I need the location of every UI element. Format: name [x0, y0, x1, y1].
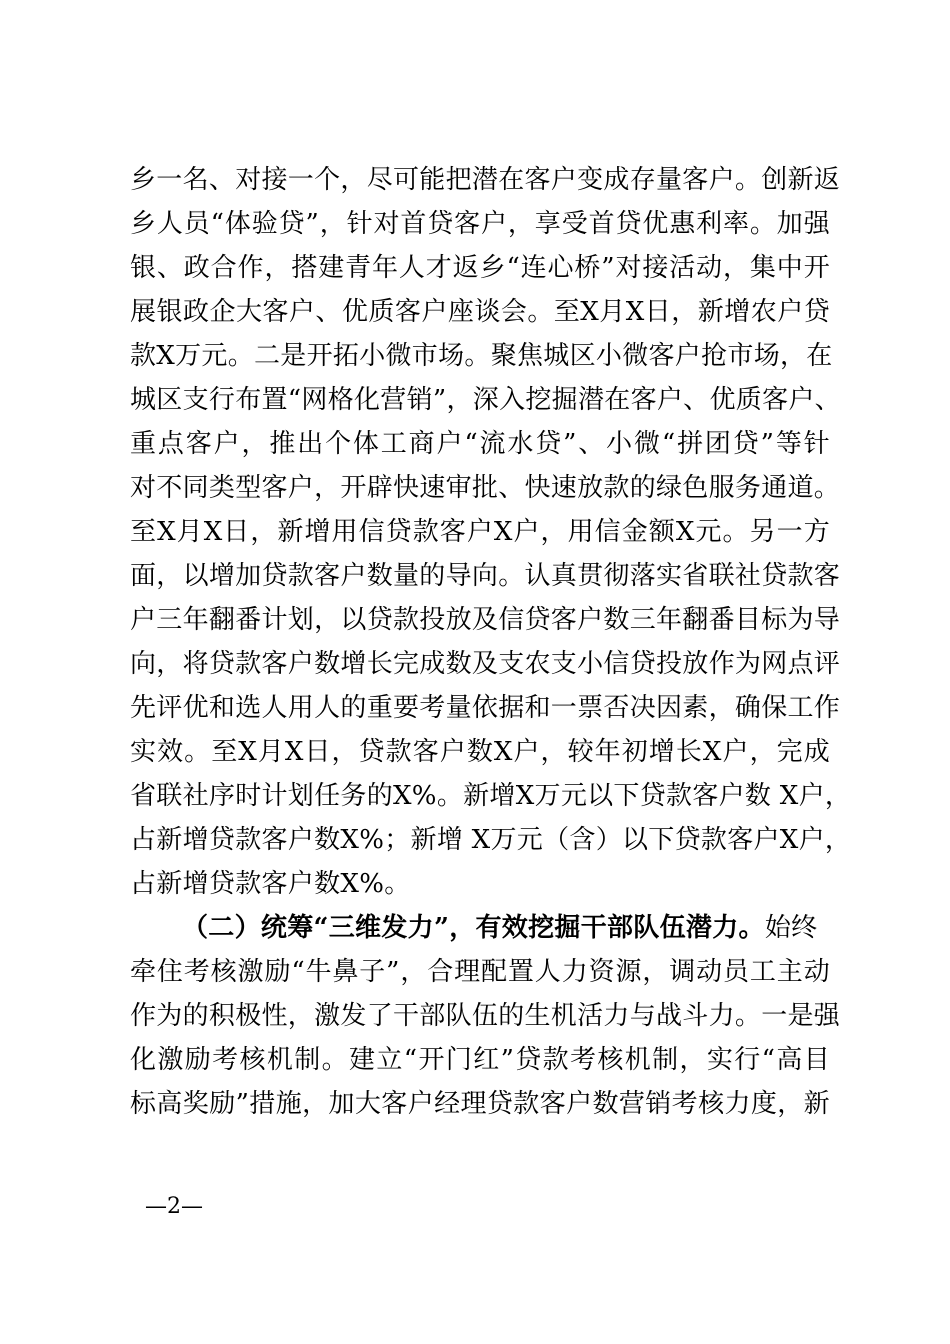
text-line: 向，将贷款客户数增长完成数及支农支小信贷投放作为网点评	[130, 649, 841, 679]
text-line: 省联社序时计划任务的X%。新增X万元以下贷款客户数 X户，	[130, 781, 852, 811]
text-line: 实效。至X月X日，贷款客户数X户，较年初增长X户，完成	[130, 737, 830, 767]
text-line: 户三年翻番计划，以贷款投放及信贷客户数三年翻番目标为导	[130, 605, 841, 635]
text-line: 城区支行布置“网格化营销”，深入挖掘潜在客户、优质客户、	[130, 385, 841, 415]
text-line: 重点客户，推出个体工商户“流水贷”、小微“拼团贷”等针	[130, 429, 830, 459]
text-line: 化激励考核机制。建立“开门红”贷款考核机制，实行“高目	[130, 1045, 830, 1075]
text-line: 乡一名、对接一个，尽可能把潜在客户变成存量客户。创新返	[130, 165, 841, 195]
text-line: 占新增贷款客户数X%；新增 X万元（含）以下贷款客户X户，	[130, 825, 852, 855]
section-heading-continuation: 始终	[764, 913, 818, 943]
section-heading-line	[130, 906, 830, 950]
text-line: 乡人员“体验贷”，针对首贷客户，享受首贷优惠利率。加强	[130, 209, 830, 239]
text-line-paragraph-end: 占新增贷款客户数X%。	[130, 869, 411, 899]
text-line: 展银政企大客户、优质客户座谈会。至X月X日，新增农户贷	[130, 297, 830, 327]
text-line: 至X月X日，新增用信贷款客户X户，用信金额X元。另一方	[130, 517, 830, 547]
text-line: 面，以增加贷款客户数量的导向。认真贯彻落实省联社贷款客	[130, 561, 841, 591]
page-number: —2—	[145, 1194, 203, 1219]
body-text	[130, 158, 852, 1126]
text-line: 对不同类型客户，开辟快速审批、快速放款的绿色服务通道。	[130, 473, 841, 503]
text-line: 牵住考核激励“牛鼻子”，合理配置人力资源，调动员工主动	[130, 957, 830, 987]
section-heading: （二）统筹“三维发力”，有效挖掘干部队伍潜力。	[182, 913, 765, 943]
text-line: 款X万元。二是开拓小微市场。聚焦城区小微客户抢市场，在	[130, 341, 833, 371]
text-line: 先评优和选人用人的重要考量依据和一票否决因素，确保工作	[130, 693, 841, 723]
text-line: 银、政合作，搭建青年人才返乡“连心桥”对接活动，集中开	[130, 253, 830, 283]
text-line: 作为的积极性，激发了干部队伍的生机活力与战斗力。一是强	[130, 1001, 841, 1031]
text-line: 标高奖励”措施，加大客户经理贷款客户数营销考核力度，新	[130, 1089, 830, 1119]
